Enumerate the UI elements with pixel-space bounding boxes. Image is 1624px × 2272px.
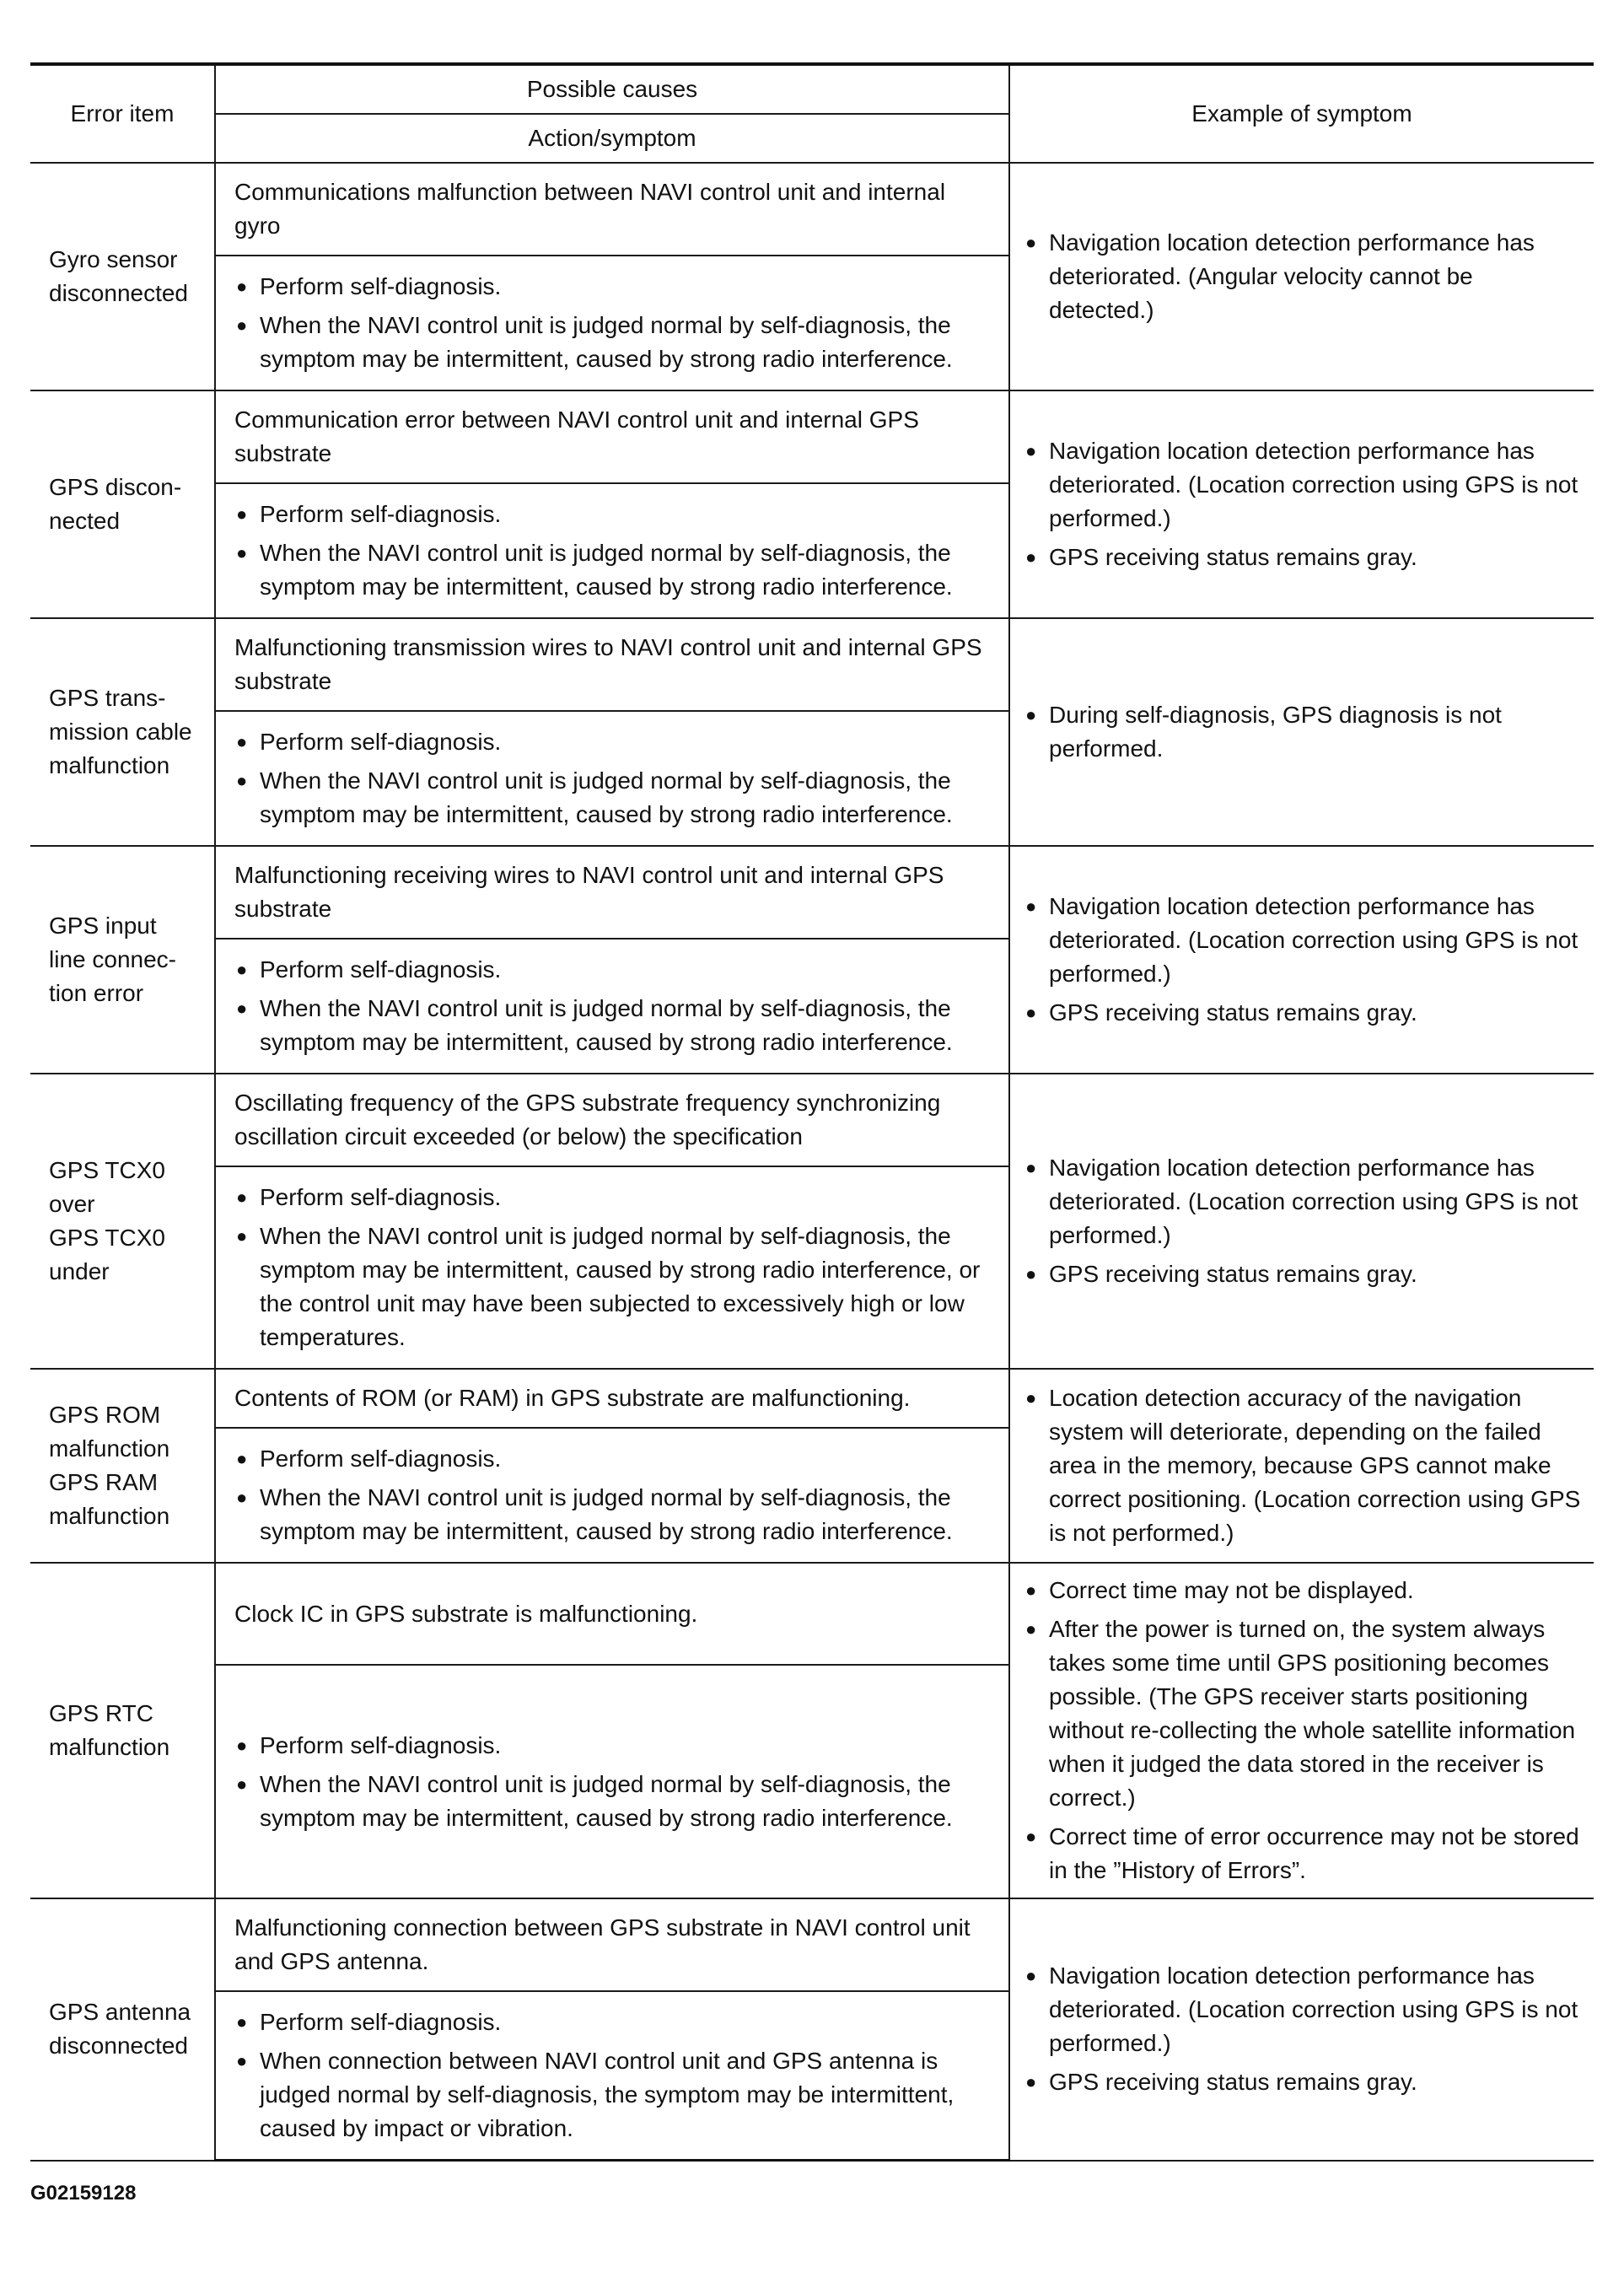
bullet-icon: ● <box>236 2011 248 2032</box>
bullet-icon: ● <box>1025 1965 1037 1987</box>
error-item-label: GPS antenna <box>49 1999 191 2026</box>
example-symptom-cell <box>1009 618 1594 846</box>
example-symptom-cell <box>1009 1898 1594 2161</box>
action-item <box>234 764 995 832</box>
example-symptom-cell <box>1009 1563 1594 1898</box>
action-text: Perform self-diagnosis. <box>260 1731 502 1758</box>
action-list <box>234 1729 995 1835</box>
symptom-item <box>1024 1959 1582 2060</box>
action-cell <box>215 939 1009 1074</box>
symptom-item <box>1024 1612 1582 1815</box>
bullet-icon: ● <box>236 503 248 525</box>
action-cell <box>215 1665 1009 1898</box>
action-text: When the NAVI control unit is judged normal by self-diagnosis, the symptom may be intermittent, caused by strong radio interference. <box>260 312 953 372</box>
error-item-cell <box>30 1369 215 1563</box>
symptom-item <box>1024 541 1582 574</box>
bullet-icon: ● <box>236 1187 248 1208</box>
symptom-item <box>1024 1574 1582 1607</box>
action-text: Perform self-diagnosis. <box>260 273 502 299</box>
table-row <box>30 1369 1594 1428</box>
action-list <box>234 1442 995 1548</box>
symptom-list <box>1024 1959 1582 2099</box>
action-list <box>234 725 995 832</box>
symptom-text: During self-diagnosis, GPS diagnosis is not performed. <box>1049 702 1502 762</box>
error-item-label: GPS trans- <box>49 685 166 711</box>
action-list <box>234 498 995 604</box>
error-item-label: GPS discon- <box>49 474 182 500</box>
error-item-cell <box>30 163 215 390</box>
error-item-label: malfunction <box>49 1734 170 1760</box>
figure-id: G02159128 <box>30 2182 137 2205</box>
action-item <box>234 725 995 759</box>
symptom-list <box>1024 1381 1582 1550</box>
example-symptom-cell <box>1009 163 1594 390</box>
example-symptom-cell <box>1009 846 1594 1074</box>
error-item-label: disconnected <box>49 280 189 306</box>
table-body <box>30 163 1594 2161</box>
bullet-icon: ● <box>1025 440 1037 461</box>
bullet-icon: ● <box>236 542 248 563</box>
action-text: Perform self-diagnosis. <box>260 729 502 755</box>
action-cell <box>215 483 1009 618</box>
table-row <box>30 1563 1594 1665</box>
symptom-list <box>1024 1574 1582 1887</box>
action-text: Perform self-diagnosis. <box>260 1446 502 1472</box>
action-cell <box>215 1428 1009 1563</box>
example-symptom-cell <box>1009 1074 1594 1369</box>
bullet-icon: ● <box>1025 1580 1037 1601</box>
bullet-icon: ● <box>236 731 248 752</box>
error-item-label: malfunction <box>49 752 170 778</box>
error-item-cell <box>30 846 215 1074</box>
symptom-item <box>1024 1151 1582 1252</box>
bullet-icon: ● <box>236 1448 248 1469</box>
error-item-label: nected <box>49 508 121 534</box>
symptom-text: GPS receiving status remains gray. <box>1049 544 1417 570</box>
error-item-label: under <box>49 1258 110 1284</box>
bullet-icon: ● <box>1025 1618 1037 1639</box>
action-text: Perform self-diagnosis. <box>260 501 502 527</box>
action-item <box>234 1442 995 1476</box>
action-item <box>234 1181 995 1214</box>
symptom-item <box>1024 996 1582 1030</box>
action-cell <box>215 1166 1009 1369</box>
bullet-icon: ● <box>1025 1157 1037 1178</box>
bullet-icon: ● <box>236 1225 248 1246</box>
bullet-icon: ● <box>1025 896 1037 917</box>
action-list <box>234 953 995 1059</box>
action-item <box>234 1729 995 1763</box>
bullet-icon: ● <box>1025 1263 1037 1284</box>
bullet-icon: ● <box>1025 704 1037 725</box>
action-text: When the NAVI control unit is judged normal by self-diagnosis, the symptom may be intermittent, caused by strong radio interference. <box>260 1484 953 1544</box>
symptom-item <box>1024 434 1582 536</box>
possible-cause-cell: Communications malfunction between NAVI control unit and internal gyro <box>215 163 1009 256</box>
symptom-text: Location detection accuracy of the navigation system will deteriorate, depending on the failed area in the memory, because GPS cannot make correct positioning. (Location correction using GPS is not performed.) <box>1049 1385 1581 1546</box>
action-cell <box>215 711 1009 846</box>
possible-cause-cell: Malfunctioning receiving wires to NAVI control unit and internal GPS substrate <box>215 846 1009 939</box>
example-symptom-cell <box>1009 390 1594 618</box>
error-item-cell <box>30 1074 215 1369</box>
symptom-text: Correct time of error occurrence may not be stored in the ”History of Errors”. <box>1049 1823 1579 1883</box>
table-row <box>30 1898 1594 1991</box>
symptom-text: After the power is turned on, the system always takes some time until GPS positioning becomes possible. (The GPS receiver starts positioning without re-collecting the whole satellite information when it judged the data stored in the receiver is correct.) <box>1049 1616 1576 1811</box>
error-item-cell <box>30 1898 215 2161</box>
error-item-label: tion error <box>49 980 144 1006</box>
error-item-label: malfunction <box>49 1503 170 1529</box>
bullet-icon: ● <box>236 770 248 791</box>
bullet-icon: ● <box>236 276 248 297</box>
symptom-list <box>1024 226 1582 327</box>
error-item-label: GPS RTC <box>49 1700 153 1726</box>
action-item <box>234 1219 995 1354</box>
error-item-cell <box>30 618 215 846</box>
possible-cause-cell: Communication error between NAVI control unit and internal GPS substrate <box>215 390 1009 483</box>
action-item <box>234 953 995 987</box>
error-item-label: GPS TCX0 <box>49 1157 165 1183</box>
symptom-text: Navigation location detection performance has deteriorated. (Location correction using GPS is not performed.) <box>1049 1155 1578 1248</box>
header-action-symptom: Action/symptom <box>215 114 1009 163</box>
diagnosis-table-container <box>30 62 1594 2162</box>
error-diagnosis-table <box>30 62 1594 2162</box>
symptom-text: Navigation location detection performance has deteriorated. (Angular velocity cannot be detected.) <box>1049 229 1535 323</box>
symptom-list <box>1024 1151 1582 1291</box>
bullet-icon: ● <box>236 2050 248 2071</box>
error-item-label: GPS ROM <box>49 1402 161 1428</box>
symptom-list <box>1024 434 1582 574</box>
bullet-icon: ● <box>1025 1002 1037 1023</box>
action-text: When the NAVI control unit is judged normal by self-diagnosis, the symptom may be intermittent, caused by strong radio interference. <box>260 995 953 1055</box>
error-item-label: disconnected <box>49 2032 189 2059</box>
error-item-label: Gyro sensor <box>49 246 178 272</box>
symptom-text: GPS receiving status remains gray. <box>1049 1261 1417 1287</box>
action-text: Perform self-diagnosis. <box>260 956 502 983</box>
table-row <box>30 163 1594 256</box>
possible-cause-cell: Clock IC in GPS substrate is malfunctioning. <box>215 1563 1009 1665</box>
table-row <box>30 618 1594 711</box>
action-text: When the NAVI control unit is judged normal by self-diagnosis, the symptom may be intermittent, caused by strong radio interference. <box>260 540 953 600</box>
action-list <box>234 270 995 376</box>
action-item <box>234 1481 995 1548</box>
error-item-cell <box>30 1563 215 1898</box>
symptom-item <box>1024 2065 1582 2099</box>
symptom-text: Navigation location detection performance has deteriorated. (Location correction using GPS is not performed.) <box>1049 893 1578 987</box>
header-possible-causes: Possible causes <box>215 64 1009 114</box>
symptom-item <box>1024 698 1582 766</box>
action-item <box>234 536 995 604</box>
action-text: When connection between NAVI control unit and GPS antenna is judged normal by self-diagnosis, the symptom may be intermittent, caused by impact or vibration. <box>260 2048 955 2141</box>
symptom-text: Navigation location detection performance has deteriorated. (Location correction using GPS is not performed.) <box>1049 438 1578 531</box>
bullet-icon: ● <box>236 1734 248 1756</box>
symptom-item <box>1024 890 1582 991</box>
action-item <box>234 1768 995 1835</box>
action-item <box>234 498 995 531</box>
error-item-label: over <box>49 1191 95 1217</box>
error-item-label: mission cable <box>49 719 192 745</box>
action-text: When the NAVI control unit is judged normal by self-diagnosis, the symptom may be intermittent, caused by strong radio interference. <box>260 767 953 827</box>
action-item <box>234 2044 995 2145</box>
bullet-icon: ● <box>236 959 248 980</box>
action-item <box>234 2005 995 2039</box>
error-item-label: line connec- <box>49 946 176 972</box>
error-item-label: GPS RAM <box>49 1469 159 1495</box>
symptom-text: GPS receiving status remains gray. <box>1049 2069 1417 2096</box>
symptom-item <box>1024 1257 1582 1291</box>
bullet-icon: ● <box>236 998 248 1019</box>
action-text: Perform self-diagnosis. <box>260 2009 502 2035</box>
symptom-item <box>1024 1820 1582 1887</box>
bullet-icon: ● <box>1025 2071 1037 2093</box>
symptom-item <box>1024 1381 1582 1550</box>
error-item-cell <box>30 390 215 618</box>
error-item-label: GPS input <box>49 913 157 939</box>
possible-cause-cell: Contents of ROM (or RAM) in GPS substrate are malfunctioning. <box>215 1369 1009 1428</box>
symptom-text: GPS receiving status remains gray. <box>1049 999 1417 1026</box>
action-text: Perform self-diagnosis. <box>260 1184 502 1210</box>
symptom-item <box>1024 226 1582 327</box>
bullet-icon: ● <box>1025 1826 1037 1847</box>
header-example-of-symptom: Example of symptom <box>1009 64 1594 163</box>
bullet-icon: ● <box>236 315 248 336</box>
header-error-item: Error item <box>30 64 215 163</box>
error-item-label: GPS TCX0 <box>49 1225 165 1251</box>
symptom-text: Correct time may not be displayed. <box>1049 1577 1414 1603</box>
symptom-list <box>1024 890 1582 1030</box>
bullet-icon: ● <box>1025 1387 1037 1408</box>
action-item <box>234 992 995 1059</box>
example-symptom-cell <box>1009 1369 1594 1563</box>
possible-cause-cell: Malfunctioning connection between GPS substrate in NAVI control unit and GPS antenna. <box>215 1898 1009 1991</box>
action-text: When the NAVI control unit is judged normal by self-diagnosis, the symptom may be intermittent, caused by strong radio interference. <box>260 1770 953 1831</box>
bullet-icon: ● <box>1025 232 1037 253</box>
action-cell <box>215 1991 1009 2161</box>
error-item-label: malfunction <box>49 1435 170 1462</box>
action-item <box>234 270 995 304</box>
symptom-list <box>1024 698 1582 766</box>
table-row <box>30 846 1594 939</box>
action-text: When the NAVI control unit is judged normal by self-diagnosis, the symptom may be intermittent, caused by strong radio interference, or the control unit may have been subjected to excessively high or low temperatures. <box>260 1223 981 1350</box>
bullet-icon: ● <box>1025 546 1037 568</box>
possible-cause-cell: Malfunctioning transmission wires to NAVI control unit and internal GPS substrate <box>215 618 1009 711</box>
symptom-text: Navigation location detection performance has deteriorated. (Location correction using GPS is not performed.) <box>1049 1962 1578 2057</box>
bullet-icon: ● <box>236 1773 248 1795</box>
possible-cause-cell: Oscillating frequency of the GPS substrate frequency synchronizing oscillation circuit exceeded (or below) the specification <box>215 1074 1009 1166</box>
table-row <box>30 1074 1594 1166</box>
table-header <box>30 64 1594 163</box>
bullet-icon: ● <box>236 1487 248 1508</box>
action-list <box>234 1181 995 1354</box>
action-item <box>234 309 995 376</box>
action-list <box>234 2005 995 2145</box>
table-row <box>30 390 1594 483</box>
action-cell <box>215 256 1009 390</box>
